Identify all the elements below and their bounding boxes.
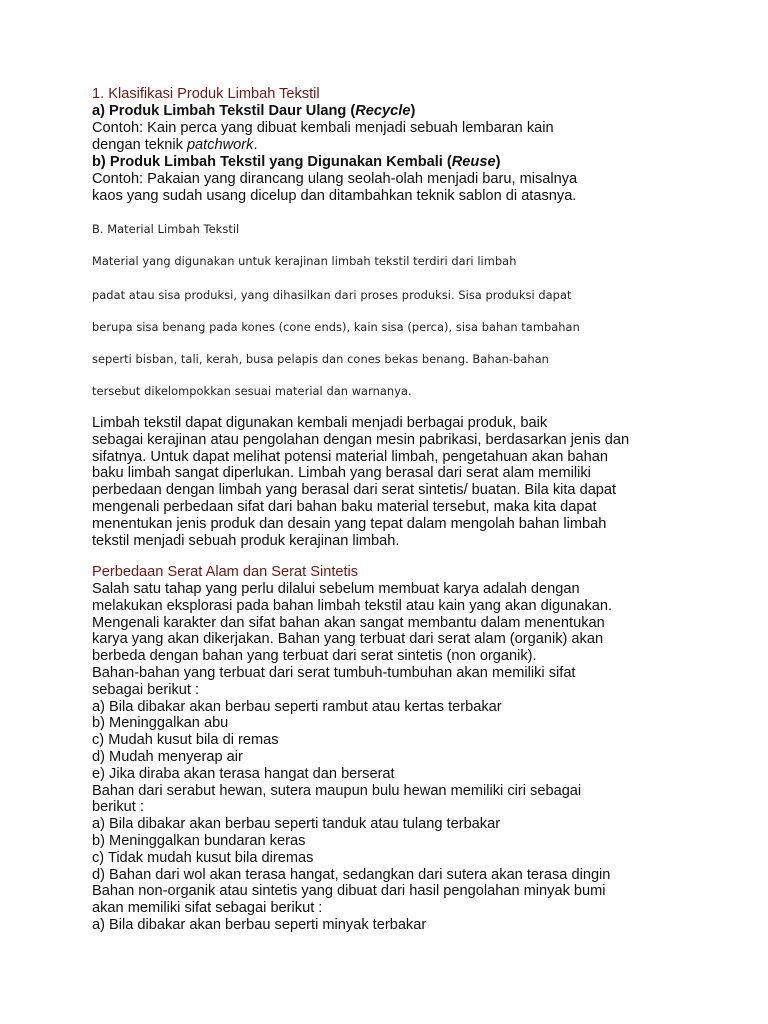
sectionB-title: B. Material Limbah Tekstil bbox=[92, 222, 240, 236]
section2-line: Salah satu tahap yang perlu dilalui sebelum membuat karya adalah dengan bbox=[92, 581, 580, 597]
section2-line: a) Bila dibakar akan berbau seperti tanduk atau tulang terbakar bbox=[92, 816, 501, 833]
paragraph-line: sifatnya. Untuk dapat melihat potensi material limbah, pengetahuan akan bahan bbox=[92, 448, 608, 465]
section2-line: a) Bila dibakar akan berbau seperti rambut atau kertas terbakar bbox=[92, 698, 502, 715]
section1-title: 1. Klasifikasi Produk Limbah Tekstil bbox=[92, 86, 320, 102]
sectionB-line: tersebut dikelompokkan sesuai material dan warnanya. bbox=[92, 384, 412, 398]
sectionB-line: seperti bisban, tali, kerah, busa pelapis dan cones bekas benang. Bahan-bahan bbox=[92, 352, 549, 366]
section2-line: sebagai berikut : bbox=[92, 681, 200, 698]
section2-line: melakukan eksplorasi pada bahan limbah tekstil atau kain yang akan digunakan. bbox=[92, 597, 613, 614]
section2-line: berbeda dengan bahan yang terbuat dari serat sintetis (non organik). bbox=[92, 648, 537, 665]
section2-line: d) Mudah menyerap air bbox=[92, 748, 243, 765]
item-b-suffix: ) bbox=[495, 154, 501, 170]
section2-title: Perbedaan Serat Alam dan Serat Sintetis bbox=[92, 564, 359, 580]
section2-line: Bahan-bahan yang terbuat dari serat tumbuh-tumbuhan akan memiliki sifat bbox=[92, 664, 576, 681]
section1-item-a-example-line1: Contoh: Kain perca yang dibuat kembali menjadi sebuah lembaran kain bbox=[92, 120, 554, 136]
section2-line: Bahan non-organik atau sintetis yang dibuat dari hasil pengolahan minyak bumi bbox=[92, 883, 606, 900]
item-a-term: Recycle bbox=[355, 103, 411, 119]
section2-line: b) Meninggalkan bundaran keras bbox=[92, 832, 306, 849]
section2-line: c) Tidak mudah kusut bila diremas bbox=[92, 849, 314, 866]
item-b-prefix: b) Produk Limbah Tekstil yang Digunakan Kembali ( bbox=[92, 154, 452, 170]
section2-line: b) Meninggalkan abu bbox=[92, 715, 229, 732]
paragraph-line: perbedaan dengan limbah yang berasal dari serat sintetis/ buatan. Bila kita dapat bbox=[92, 482, 617, 499]
paragraph-line: Limbah tekstil dapat digunakan kembali menjadi berbagai produk, baik bbox=[92, 415, 548, 431]
paragraph-line: menentukan jenis produk dan desain yang tepat dalam mengolah bahan limbah bbox=[92, 515, 607, 532]
example-line2-suffix: . bbox=[253, 137, 258, 153]
section2-line: a) Bila dibakar akan berbau seperti minyak terbakar bbox=[92, 916, 427, 933]
sectionB-line: Material yang digunakan untuk kerajinan limbah tekstil terdiri dari limbah bbox=[92, 254, 517, 268]
example-line2-prefix: dengan teknik bbox=[92, 137, 187, 153]
section1-item-a-example-line2 bbox=[92, 137, 258, 154]
section1-item-b-heading bbox=[92, 154, 500, 171]
sectionB-line: padat atau sisa produksi, yang dihasilkan dari proses produksi. Sisa produksi dapat bbox=[92, 288, 572, 302]
section2-line: d) Bahan dari wol akan terasa hangat, sedangkan dari sutera akan terasa dingin bbox=[92, 866, 611, 883]
section2-line: Bahan dari serabut hewan, sutera maupun bulu hewan memiliki ciri sebagai bbox=[92, 782, 582, 799]
section2-line: Mengenali karakter dan sifat bahan akan sangat membantu dalam menentukan bbox=[92, 614, 605, 631]
paragraph-line: mengenali perbedaan sifat dari bahan baku material tersebut, maka kita dapat bbox=[92, 498, 597, 515]
item-b-term: Reuse bbox=[451, 154, 496, 170]
section1-item-b-example-line1: Contoh: Pakaian yang dirancang ulang seolah-olah menjadi baru, misalnya bbox=[92, 171, 578, 187]
example-line2-term: patchwork bbox=[186, 137, 254, 153]
section1-item-b-example-line2: kaos yang sudah usang dicelup dan ditambahkan teknik sablon di atasnya. bbox=[92, 188, 577, 204]
paragraph-line: sebagai kerajinan atau pengolahan dengan mesin pabrikasi, berdasarkan jenis dan bbox=[92, 431, 630, 448]
section1-item-a-heading bbox=[92, 103, 415, 120]
body-paragraph bbox=[92, 415, 629, 549]
section2-line: akan memiliki sifat sebagai berikut : bbox=[92, 900, 323, 917]
paragraph-line: tekstil menjadi sebuah produk kerajinan limbah. bbox=[92, 532, 400, 549]
item-a-suffix: ) bbox=[410, 103, 416, 119]
section2-line: berikut : bbox=[92, 799, 144, 816]
sectionB-line: berupa sisa benang pada kones (cone ends), kain sisa (perca), sisa bahan tambahan bbox=[92, 320, 580, 334]
section2-line: karya yang akan dikerjakan. Bahan yang terbuat dari serat alam (organik) akan bbox=[92, 631, 604, 648]
section2-line: c) Mudah kusut bila di remas bbox=[92, 732, 279, 749]
section2-body bbox=[92, 581, 612, 934]
section2-line: e) Jika diraba akan terasa hangat dan berserat bbox=[92, 765, 395, 782]
paragraph-line: baku limbah sangat diperlukan. Limbah yang berasal dari serat alam memiliki bbox=[92, 465, 591, 482]
item-a-prefix: a) Produk Limbah Tekstil Daur Ulang ( bbox=[92, 103, 356, 119]
